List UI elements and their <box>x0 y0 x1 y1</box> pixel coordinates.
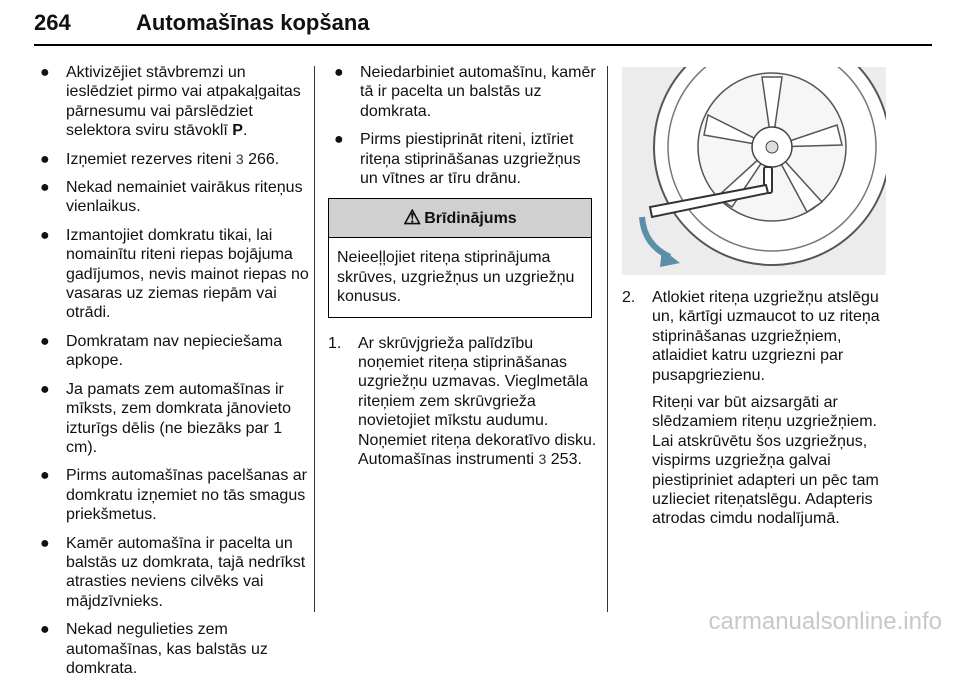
warning-text: Neieeļļojiet riteņa stiprinājuma skrūves, uzgriežņus un uzgriežņu konusus. <box>337 249 575 306</box>
column-2 <box>328 63 598 478</box>
step-item <box>622 288 892 529</box>
warning-header <box>329 199 591 238</box>
column-3 <box>622 288 892 537</box>
cross-reference-icon: 3 <box>538 451 547 468</box>
column-divider-2 <box>607 66 608 612</box>
warning-triangle-icon: ⚠ <box>403 206 422 229</box>
list-item: ● Izmantojiet domkratu tikai, lai nomainītu riteni riepas bojājuma gadījumos, nevis mainot riepas no vasaras uz ziemas riepām vai otrādi. <box>40 226 309 322</box>
page-number: 264 <box>34 10 71 35</box>
list-item: ● Kamēr automašīna ir pacelta un balstās uz domkrata, tajā nedrīkst atrasties neviens cilvēks vai mājdzīvnieks. <box>40 534 306 610</box>
step-number: 1. <box>328 334 342 352</box>
page-reference-link[interactable]: 266 <box>248 150 275 168</box>
column-1 <box>34 63 310 687</box>
list-item: ● Ja pamats zem automašīnas ir mīksts, zem domkrata jānovieto izturīgs dēlis (ne biezāks par 1 cm). <box>40 380 291 456</box>
step-number: 2. <box>622 289 636 306</box>
list-item: ● Neiedarbiniet automašīnu, kamēr tā ir pacelta un balstās uz domkrata. <box>334 64 596 120</box>
list-item: ● Domkratam nav nepieciešama apkope. <box>40 332 283 370</box>
step-item <box>328 334 598 470</box>
list-item: ● Pirms automašīnas pacelšanas ar domkratu izņemiet no tās smagus priekšmetus. <box>40 467 307 524</box>
list-item: ● Pirms piestiprināt riteni, iztīriet riteņa stiprināšanas uzgriežņus un vītnes ar tīru drānu. <box>334 131 581 188</box>
wheel-wrench-illustration <box>622 67 886 275</box>
step-paragraph: Ar skrūvjgrieža palīdzību noņemiet riteņa stiprināšanas uzgriežņu uzmavas. Vieglmetāla riteņiem zem skrūvgrieža novietojiet mīkstu audumu. Noņemiet riteņa dekoratīvo disku. Automašīnas instrumenti 3 253. <box>358 334 597 469</box>
rotation-arrow-icon <box>642 217 670 257</box>
warning-box <box>328 198 592 317</box>
list-item: ● Izņemiet rezerves riteni 3 266. <box>40 150 280 168</box>
step-paragraph: Riteņi var būt aizsargāti ar slēdzamiem riteņu uzgriežņiem. Lai atskrūvētu šos uzgriežņus, vispirms uzgriežņa galvai piestipriniet adapteri un pēc tam uzlieciet riteņatslēgu. Adapteris atrodas cimdu nodalījumā. <box>652 394 879 528</box>
page-header <box>18 4 942 44</box>
list-item: ● Aktivizējiet stāvbremzi un ieslēdziet pirmo vai atpakaļgaitas pārnesumu vai pārslēdziet selektora sviru stāvoklī P. <box>40 64 301 140</box>
warning-title: Brīdinājums <box>424 209 517 227</box>
header-rule <box>34 44 932 46</box>
column-divider-1 <box>314 66 315 612</box>
wheel-illustration-svg <box>622 67 886 275</box>
step-paragraph: Atlokiet riteņa uzgriežņu atslēgu un, kārtīgi uzmaucot to uz riteņa stiprināšanas uzgriežņiem, atlaidiet katru uzgriezni par pusapgriezienu. <box>652 289 880 384</box>
list-item: ● Nekad nemainiet vairākus riteņus vienlaikus. <box>40 179 303 216</box>
cross-reference-icon: 3 <box>235 150 244 167</box>
watermark: carmanualsonline.info <box>708 608 942 635</box>
page-title: Automašīnas kopšana <box>136 10 370 35</box>
list-item: ● Nekad negulieties zem automašīnas, kas balstās uz domkrata. <box>40 621 268 677</box>
page-reference-link[interactable]: 253 <box>550 451 578 469</box>
